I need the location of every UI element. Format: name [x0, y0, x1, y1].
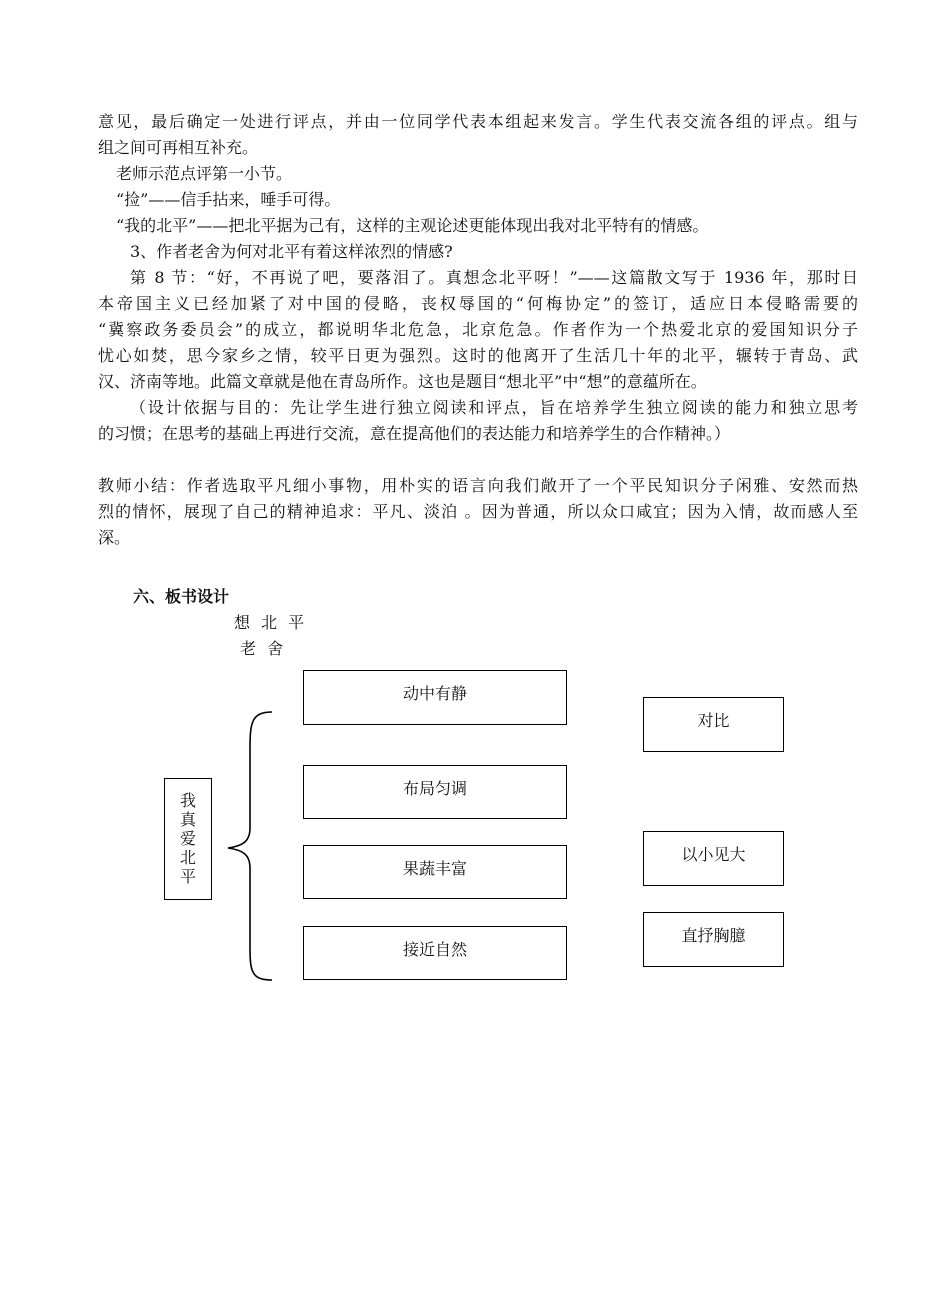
board-author: 老 舍: [240, 639, 287, 658]
board-theme-char: 爱: [179, 829, 196, 848]
section-heading: 六、板书设计: [133, 587, 230, 606]
paragraph-text: “捡”——信手拈来，唾手可得。: [116, 190, 341, 209]
board-item-box: [303, 670, 567, 725]
paragraph-text: 第 8 节：“好，不再说了吧，要落泪了。真想念北平呀！”——这篇散文写于 1936 年，那时日: [130, 268, 858, 287]
board-item-box: [303, 926, 567, 980]
board-item-label: 动中有静: [402, 684, 467, 703]
board-technique-label: 以小见大: [681, 845, 746, 864]
paragraph-text: “我的北平”——把北平据为己有，这样的主观论述更能体现出我对北平特有的情感。: [116, 216, 709, 235]
board-title: 想 北 平: [234, 613, 308, 632]
board-item-label: 果蔬丰富: [402, 859, 467, 878]
paragraph-text: 本帝国主义已经加紧了对中国的侵略，丧权辱国的“何梅协定”的签订，适应日本侵略需要的: [98, 294, 858, 313]
board-technique-box: [643, 831, 784, 886]
board-theme-char: 真: [179, 810, 196, 829]
paragraph-text: 教师小结：作者选取平凡细小事物，用朴实的语言向我们敞开了一个平民知识分子闲雅、安然而热: [98, 476, 858, 495]
paragraph-text: 的习惯；在思考的基础上再进行交流，意在提高他们的表达能力和培养学生的合作精神。）: [98, 424, 731, 443]
paragraph-text: （设计依据与目的：先让学生进行独立阅读和评点，旨在培养学生独立阅读的能力和独立思考: [130, 398, 858, 417]
board-technique-box: [643, 912, 784, 967]
paragraph-text: 3、作者老舍为何对北平有着这样浓烈的情感?: [130, 242, 453, 261]
paragraph-text: 组之间可再相互补充。: [98, 138, 259, 157]
board-item-label: 布局匀调: [402, 779, 467, 798]
board-item-box: [303, 765, 567, 819]
board-item-box: [303, 845, 567, 899]
paragraph-text: “冀察政务委员会”的成立，都说明华北危急，北京危急。作者作为一个热爱北京的爱国知识分子: [98, 320, 858, 339]
board-theme-char: 平: [179, 867, 196, 886]
paragraph-text: 汉、济南等地。此篇文章就是他在青岛所作。这也是题目“想北平”中“想”的意蕴所在。: [98, 372, 707, 391]
board-technique-box: [643, 697, 784, 752]
board-technique-label: 直抒胸臆: [681, 926, 746, 945]
board-item-label: 接近自然: [402, 940, 467, 959]
board-theme-char: 北: [179, 848, 196, 867]
paragraph-text: 烈的情怀，展现了自己的精神追求：平凡、淡泊 。因为普通，所以众口咸宜；因为入情，故而感人至: [98, 502, 858, 521]
board-theme-char: 我: [179, 791, 196, 810]
board-theme-box: [164, 778, 212, 900]
curly-brace: [222, 708, 278, 984]
paragraph-text: 意见，最后确定一处进行评点，并由一位同学代表本组起来发言。学生代表交流各组的评点。组与: [98, 112, 858, 131]
board-technique-label: 对比: [697, 711, 730, 730]
paragraph-text: 深。: [98, 528, 131, 547]
paragraph-text: 忧心如焚，思今家乡之情，较平日更为强烈。这时的他离开了生活几十年的北平，辗转于青岛、武: [98, 346, 858, 365]
paragraph-text: 老师示范点评第一小节。: [116, 164, 293, 183]
